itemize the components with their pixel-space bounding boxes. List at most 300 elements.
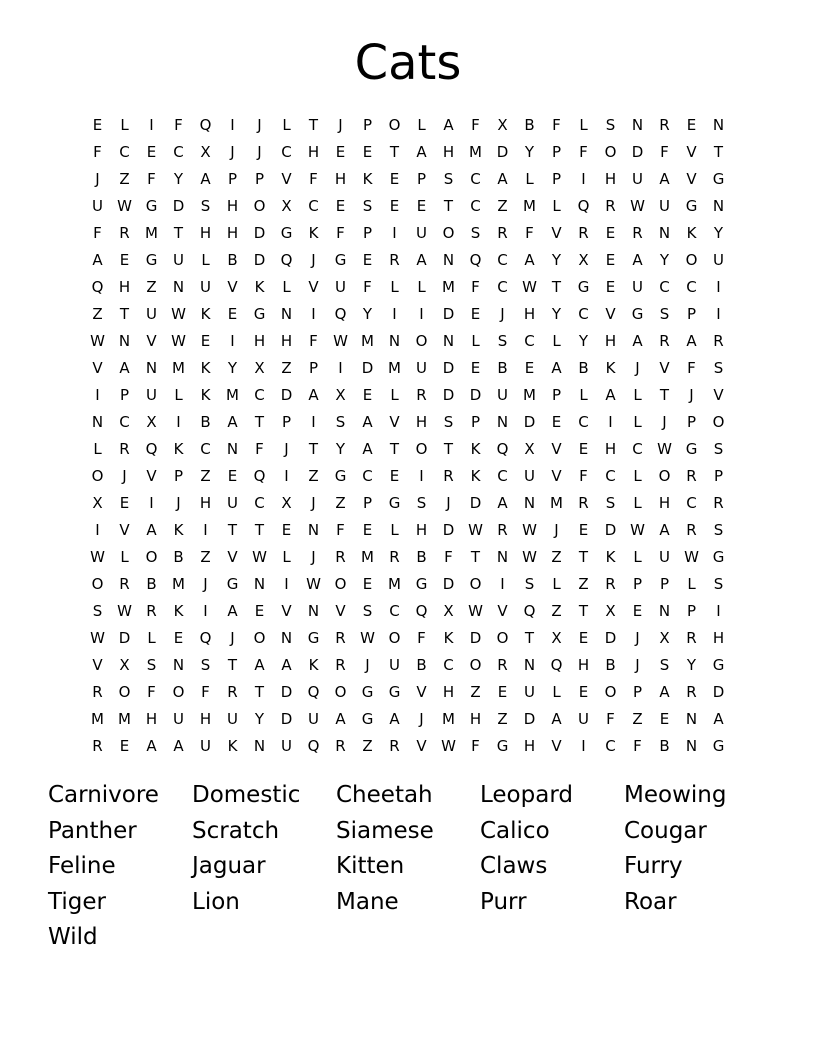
grid-letter: R bbox=[119, 575, 130, 593]
grid-letter: M bbox=[388, 575, 401, 593]
grid-letter: L bbox=[390, 278, 399, 296]
grid-row bbox=[84, 247, 732, 274]
grid-letter: O bbox=[685, 251, 698, 269]
grid-letter: H bbox=[523, 737, 536, 755]
grid-letter: U bbox=[416, 359, 427, 377]
grid-letter: V bbox=[308, 278, 319, 296]
grid-letter: F bbox=[417, 629, 426, 647]
grid-letter: D bbox=[172, 197, 185, 215]
grid-letter: K bbox=[605, 359, 616, 377]
grid-letter: A bbox=[254, 656, 265, 674]
grid-letter: U bbox=[524, 467, 535, 485]
grid-letter: Q bbox=[334, 305, 347, 323]
grid-letter: P bbox=[281, 413, 292, 431]
grid-letter: E bbox=[362, 386, 373, 404]
grid-letter: V bbox=[281, 170, 292, 188]
grid-letter: Z bbox=[200, 548, 211, 566]
grid-letter: E bbox=[686, 116, 697, 134]
grid-letter: A bbox=[362, 413, 373, 431]
grid-letter: X bbox=[200, 143, 211, 161]
grid-letter: K bbox=[227, 737, 238, 755]
grid-letter: Z bbox=[308, 467, 319, 485]
grid-letter: X bbox=[605, 602, 616, 620]
grid-letter: H bbox=[307, 143, 320, 161]
grid-letter: Y bbox=[173, 170, 184, 188]
grid-letter: N bbox=[253, 575, 266, 593]
grid-letter: V bbox=[281, 602, 292, 620]
grid-letter: G bbox=[334, 251, 347, 269]
grid-letter: X bbox=[659, 629, 670, 647]
grid-letter: U bbox=[200, 737, 211, 755]
grid-letter: C bbox=[173, 143, 184, 161]
grid-letter: K bbox=[686, 224, 697, 242]
grid-letter: W bbox=[117, 602, 132, 620]
grid-letter: V bbox=[686, 170, 697, 188]
grid-row bbox=[84, 274, 732, 301]
grid-letter: U bbox=[578, 710, 589, 728]
grid-letter: C bbox=[497, 467, 508, 485]
grid-letter: J bbox=[230, 629, 235, 647]
grid-letter: R bbox=[119, 224, 130, 242]
grid-row bbox=[84, 625, 732, 652]
grid-letter: P bbox=[416, 170, 427, 188]
grid-letter: R bbox=[227, 683, 238, 701]
grid-letter: Y bbox=[659, 251, 670, 269]
grid-letter: T bbox=[308, 116, 319, 134]
grid-letter: A bbox=[497, 170, 508, 188]
grid-letter: V bbox=[551, 467, 562, 485]
grid-letter: I bbox=[311, 413, 316, 431]
grid-letter: A bbox=[335, 710, 346, 728]
grid-letter: U bbox=[308, 710, 319, 728]
grid-letter: S bbox=[443, 413, 454, 431]
grid-letter: R bbox=[578, 224, 589, 242]
grid-letter: C bbox=[308, 197, 319, 215]
grid-letter: O bbox=[334, 683, 347, 701]
grid-letter: Z bbox=[470, 683, 481, 701]
grid-letter: H bbox=[712, 629, 725, 647]
grid-letter: S bbox=[524, 575, 535, 593]
grid-letter: H bbox=[442, 683, 455, 701]
grid-letter: A bbox=[362, 440, 373, 458]
grid-letter: U bbox=[146, 305, 157, 323]
grid-letter: N bbox=[523, 656, 536, 674]
grid-letter: R bbox=[497, 224, 508, 242]
grid-letter: E bbox=[659, 710, 670, 728]
grid-letter: Z bbox=[578, 575, 589, 593]
grid-letter: Z bbox=[362, 737, 373, 755]
grid-letter: W bbox=[684, 548, 699, 566]
grid-letter: K bbox=[173, 602, 184, 620]
grid-letter: R bbox=[92, 683, 103, 701]
grid-letter: N bbox=[253, 737, 266, 755]
grid-letter: V bbox=[335, 602, 346, 620]
grid-letter: L bbox=[579, 386, 588, 404]
grid-letter: K bbox=[254, 278, 265, 296]
grid-letter: O bbox=[604, 143, 617, 161]
grid-letter: N bbox=[226, 440, 239, 458]
grid-letter: A bbox=[524, 251, 535, 269]
word-list-item: Domestic bbox=[192, 782, 301, 808]
grid-letter: E bbox=[470, 359, 481, 377]
grid-letter: I bbox=[203, 602, 208, 620]
grid-letter: S bbox=[713, 521, 724, 539]
grid-letter: E bbox=[389, 170, 400, 188]
grid-row bbox=[84, 139, 732, 166]
grid-letter: L bbox=[552, 197, 561, 215]
grid-letter: N bbox=[280, 629, 293, 647]
grid-letter: H bbox=[415, 521, 428, 539]
grid-letter: S bbox=[362, 602, 373, 620]
grid-letter: L bbox=[147, 629, 156, 647]
grid-letter: N bbox=[712, 197, 725, 215]
grid-letter: F bbox=[471, 737, 480, 755]
grid-letter: L bbox=[552, 683, 561, 701]
grid-letter: K bbox=[173, 440, 184, 458]
grid-letter: E bbox=[281, 521, 292, 539]
grid-letter: D bbox=[523, 413, 536, 431]
grid-letter: D bbox=[442, 386, 455, 404]
grid-letter: S bbox=[200, 656, 211, 674]
grid-letter: G bbox=[631, 305, 644, 323]
grid-letter: L bbox=[687, 575, 696, 593]
grid-letter: V bbox=[227, 278, 238, 296]
grid-letter: M bbox=[388, 359, 401, 377]
grid-letter: D bbox=[253, 224, 266, 242]
grid-letter: N bbox=[658, 224, 671, 242]
grid-letter: V bbox=[227, 548, 238, 566]
grid-letter: T bbox=[443, 197, 454, 215]
grid-letter: N bbox=[145, 359, 158, 377]
grid-letter: P bbox=[362, 116, 373, 134]
grid-letter: I bbox=[338, 359, 343, 377]
grid-letter: U bbox=[524, 683, 535, 701]
grid-letter: N bbox=[280, 305, 293, 323]
grid-letter: A bbox=[146, 521, 157, 539]
grid-letter: H bbox=[226, 197, 239, 215]
grid-letter: W bbox=[522, 278, 537, 296]
grid-letter: L bbox=[282, 116, 291, 134]
grid-letter: U bbox=[335, 278, 346, 296]
grid-letter: M bbox=[442, 710, 455, 728]
grid-letter: J bbox=[635, 629, 640, 647]
grid-letter: X bbox=[578, 251, 589, 269]
grid-letter: W bbox=[306, 575, 321, 593]
grid-letter: S bbox=[659, 305, 670, 323]
grid-letter: K bbox=[200, 305, 211, 323]
grid-letter: P bbox=[686, 305, 697, 323]
grid-letter: J bbox=[446, 494, 451, 512]
grid-row bbox=[84, 436, 732, 463]
grid-letter: M bbox=[172, 575, 185, 593]
grid-letter: A bbox=[605, 386, 616, 404]
grid-letter: A bbox=[200, 170, 211, 188]
grid-letter: D bbox=[118, 629, 131, 647]
grid-letter: G bbox=[496, 737, 509, 755]
word-list-item: Wild bbox=[48, 924, 98, 951]
grid-row bbox=[84, 544, 732, 571]
grid-letter: C bbox=[281, 143, 292, 161]
grid-letter: J bbox=[122, 467, 127, 485]
grid-letter: P bbox=[119, 386, 130, 404]
grid-letter: F bbox=[525, 224, 534, 242]
grid-letter: J bbox=[284, 440, 289, 458]
grid-letter: E bbox=[335, 197, 346, 215]
grid-letter: P bbox=[659, 575, 670, 593]
grid-letter: N bbox=[172, 278, 185, 296]
grid-letter: O bbox=[172, 683, 185, 701]
grid-letter: F bbox=[201, 683, 210, 701]
grid-letter: D bbox=[523, 710, 536, 728]
grid-letter: T bbox=[524, 629, 535, 647]
grid-row bbox=[84, 355, 732, 382]
grid-letter: F bbox=[147, 683, 156, 701]
grid-letter: V bbox=[146, 467, 157, 485]
grid-letter: H bbox=[226, 224, 239, 242]
grid-letter: E bbox=[551, 413, 562, 431]
grid-letter: C bbox=[605, 737, 616, 755]
grid-letter: P bbox=[173, 467, 184, 485]
grid-letter: E bbox=[389, 197, 400, 215]
grid-letter: K bbox=[470, 440, 481, 458]
grid-letter: E bbox=[578, 521, 589, 539]
grid-letter: J bbox=[311, 251, 316, 269]
grid-letter: D bbox=[469, 629, 482, 647]
page-title: Cats bbox=[354, 35, 462, 91]
grid-letter: W bbox=[360, 629, 375, 647]
grid-letter: P bbox=[551, 386, 562, 404]
grid-letter: I bbox=[581, 170, 586, 188]
grid-letter: W bbox=[468, 521, 483, 539]
grid-letter: K bbox=[200, 386, 211, 404]
grid-letter: A bbox=[686, 332, 697, 350]
grid-letter: Y bbox=[713, 224, 724, 242]
grid-letter: Q bbox=[253, 467, 266, 485]
grid-letter: O bbox=[496, 629, 509, 647]
grid-letter: T bbox=[389, 440, 400, 458]
grid-row bbox=[84, 490, 732, 517]
grid-letter: D bbox=[442, 575, 455, 593]
grid-letter: E bbox=[362, 575, 373, 593]
grid-letter: X bbox=[119, 656, 130, 674]
word-list-item: Kitten bbox=[336, 853, 405, 880]
grid-row bbox=[84, 652, 732, 679]
word-list-item: Claws bbox=[480, 853, 548, 880]
grid-letter: Y bbox=[686, 656, 697, 674]
grid-letter: L bbox=[633, 548, 642, 566]
grid-row bbox=[84, 220, 732, 247]
grid-letter: D bbox=[442, 305, 455, 323]
grid-letter: M bbox=[226, 386, 239, 404]
grid-letter: K bbox=[443, 629, 454, 647]
grid-letter: G bbox=[415, 575, 428, 593]
grid-letter: V bbox=[605, 305, 616, 323]
grid-letter: A bbox=[632, 251, 643, 269]
grid-letter: T bbox=[254, 683, 265, 701]
grid-letter: W bbox=[468, 602, 483, 620]
grid-letter: J bbox=[635, 359, 640, 377]
word-list-item: Cheetah bbox=[336, 782, 433, 808]
grid-letter: S bbox=[200, 197, 211, 215]
grid-letter: R bbox=[686, 629, 697, 647]
grid-row bbox=[84, 571, 732, 598]
grid-letter: B bbox=[524, 116, 535, 134]
grid-letter: H bbox=[199, 710, 212, 728]
grid-letter: I bbox=[608, 413, 613, 431]
grid-letter: T bbox=[578, 548, 589, 566]
grid-letter: H bbox=[604, 440, 617, 458]
grid-letter: L bbox=[552, 575, 561, 593]
grid-letter: P bbox=[713, 467, 724, 485]
grid-letter: C bbox=[605, 467, 616, 485]
grid-letter: I bbox=[284, 467, 289, 485]
grid-letter: E bbox=[119, 494, 130, 512]
grid-letter: C bbox=[497, 278, 508, 296]
grid-letter: T bbox=[713, 143, 724, 161]
grid-letter: L bbox=[417, 278, 426, 296]
grid-letter: M bbox=[172, 359, 185, 377]
grid-letter: B bbox=[497, 359, 508, 377]
grid-letter: Q bbox=[577, 197, 590, 215]
grid-letter: N bbox=[442, 251, 455, 269]
grid-letter: C bbox=[362, 467, 373, 485]
grid-letter: Z bbox=[335, 494, 346, 512]
grid-letter: S bbox=[362, 197, 373, 215]
grid-letter: V bbox=[389, 413, 400, 431]
grid-letter: J bbox=[176, 494, 181, 512]
grid-letter: P bbox=[308, 359, 319, 377]
grid-letter: Z bbox=[551, 548, 562, 566]
grid-letter: J bbox=[311, 494, 316, 512]
grid-letter: S bbox=[713, 359, 724, 377]
grid-letter: Z bbox=[119, 170, 130, 188]
grid-letter: U bbox=[281, 737, 292, 755]
grid-letter: J bbox=[257, 143, 262, 161]
grid-letter: G bbox=[361, 710, 374, 728]
grid-letter: W bbox=[90, 332, 105, 350]
grid-letter: E bbox=[254, 602, 265, 620]
grid-letter: V bbox=[551, 224, 562, 242]
grid-letter: M bbox=[91, 710, 104, 728]
grid-letter: G bbox=[145, 197, 158, 215]
grid-letter: L bbox=[579, 116, 588, 134]
grid-letter: N bbox=[442, 332, 455, 350]
grid-letter: Z bbox=[632, 710, 643, 728]
grid-letter: P bbox=[254, 170, 265, 188]
grid-letter: V bbox=[416, 683, 427, 701]
grid-letter: D bbox=[280, 683, 293, 701]
grid-letter: N bbox=[712, 116, 725, 134]
grid-letter: S bbox=[605, 494, 616, 512]
grid-letter: X bbox=[146, 413, 157, 431]
grid-letter: W bbox=[522, 548, 537, 566]
grid-letter: Q bbox=[523, 602, 536, 620]
grid-letter: I bbox=[149, 494, 154, 512]
grid-letter: H bbox=[604, 332, 617, 350]
grid-letter: Q bbox=[280, 251, 293, 269]
grid-letter: F bbox=[660, 143, 669, 161]
grid-letter: P bbox=[632, 683, 643, 701]
grid-letter: N bbox=[496, 413, 509, 431]
grid-letter: E bbox=[632, 602, 643, 620]
grid-letter: L bbox=[471, 332, 480, 350]
grid-letter: O bbox=[658, 467, 671, 485]
grid-letter: P bbox=[362, 224, 373, 242]
grid-letter: U bbox=[227, 494, 238, 512]
grid-letter: S bbox=[146, 656, 157, 674]
grid-letter: N bbox=[307, 602, 320, 620]
grid-letter: Q bbox=[91, 278, 104, 296]
grid-letter: G bbox=[712, 656, 725, 674]
grid-letter: R bbox=[335, 629, 346, 647]
grid-letter: L bbox=[390, 521, 399, 539]
grid-letter: H bbox=[334, 170, 347, 188]
grid-letter: J bbox=[257, 116, 262, 134]
grid-letter: E bbox=[146, 143, 157, 161]
grid-letter: W bbox=[657, 440, 672, 458]
grid-letter: H bbox=[469, 710, 482, 728]
grid-letter: L bbox=[282, 278, 291, 296]
grid-letter: E bbox=[335, 143, 346, 161]
grid-letter: J bbox=[635, 656, 640, 674]
word-list bbox=[48, 778, 768, 956]
grid-letter: Z bbox=[200, 467, 211, 485]
grid-letter: H bbox=[604, 170, 617, 188]
grid-letter: B bbox=[659, 737, 670, 755]
grid-letter: F bbox=[309, 170, 318, 188]
grid-letter: Y bbox=[227, 359, 238, 377]
grid-letter: U bbox=[200, 278, 211, 296]
grid-letter: S bbox=[92, 602, 103, 620]
grid-letter: X bbox=[254, 359, 265, 377]
grid-letter: L bbox=[525, 170, 534, 188]
grid-letter: I bbox=[419, 305, 424, 323]
grid-letter: C bbox=[389, 602, 400, 620]
grid-letter: Y bbox=[254, 710, 265, 728]
grid-letter: C bbox=[578, 413, 589, 431]
grid-letter: I bbox=[716, 278, 721, 296]
grid-letter: R bbox=[686, 683, 697, 701]
grid-letter: C bbox=[254, 494, 265, 512]
grid-letter: U bbox=[173, 251, 184, 269]
grid-letter: A bbox=[659, 170, 670, 188]
grid-letter: Y bbox=[524, 143, 535, 161]
grid-letter: V bbox=[713, 386, 724, 404]
grid-letter: Z bbox=[551, 602, 562, 620]
grid-letter: K bbox=[308, 656, 319, 674]
grid-letter: I bbox=[500, 575, 505, 593]
grid-letter: O bbox=[442, 224, 455, 242]
grid-letter: O bbox=[469, 575, 482, 593]
grid-letter: G bbox=[685, 440, 698, 458]
grid-letter: W bbox=[522, 521, 537, 539]
grid-letter: C bbox=[632, 440, 643, 458]
grid-letter: Q bbox=[496, 440, 509, 458]
grid-letter: V bbox=[92, 656, 103, 674]
grid-letter: F bbox=[93, 143, 102, 161]
grid-letter: T bbox=[443, 440, 454, 458]
grid-letter: N bbox=[388, 332, 401, 350]
grid-letter: F bbox=[255, 440, 264, 458]
grid-letter: F bbox=[363, 278, 372, 296]
grid-letter: M bbox=[361, 548, 374, 566]
grid-letter: S bbox=[659, 656, 670, 674]
grid-letter: A bbox=[389, 710, 400, 728]
grid-letter: T bbox=[578, 602, 589, 620]
grid-letter: H bbox=[280, 332, 293, 350]
grid-letter: U bbox=[227, 710, 238, 728]
grid-letter: E bbox=[389, 467, 400, 485]
